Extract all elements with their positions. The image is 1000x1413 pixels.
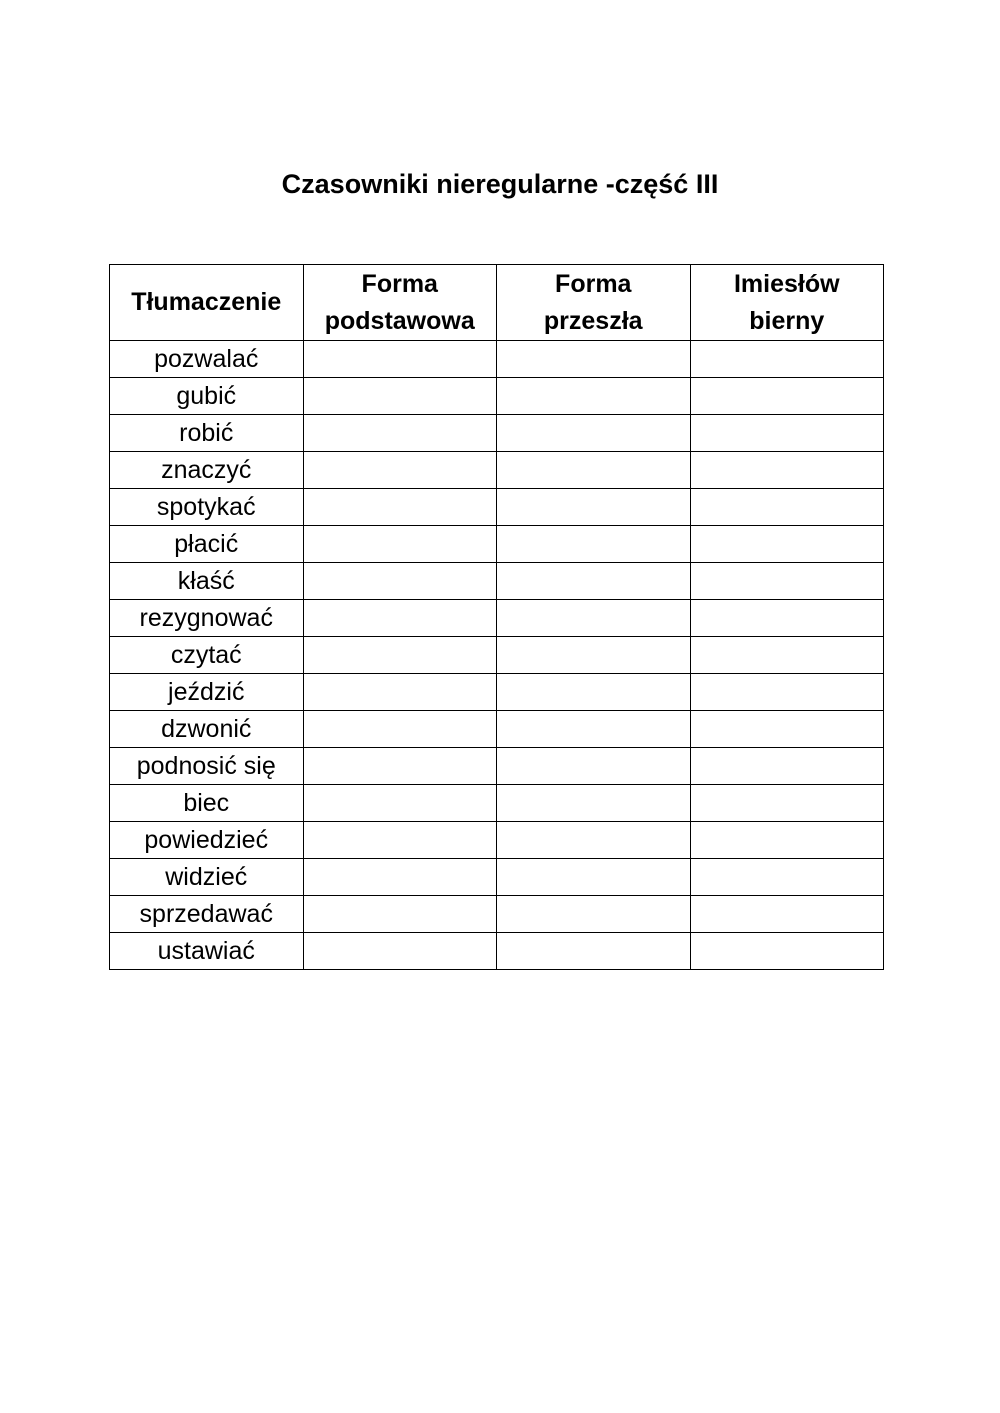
table-row bbox=[110, 415, 884, 452]
header-participle bbox=[690, 265, 884, 341]
header-translation-line1: Tłumaczenie bbox=[131, 288, 282, 316]
translation-cell: jeździć bbox=[110, 674, 304, 711]
participle-cell[interactable] bbox=[690, 489, 884, 526]
participle-cell[interactable] bbox=[690, 748, 884, 785]
table-body bbox=[110, 341, 884, 970]
table-row bbox=[110, 526, 884, 563]
translation-cell: biec bbox=[110, 785, 304, 822]
header-past-form-line1: Forma bbox=[555, 269, 632, 298]
past-form-cell[interactable] bbox=[497, 415, 691, 452]
translation-cell: robić bbox=[110, 415, 304, 452]
table-row bbox=[110, 748, 884, 785]
header-participle-line2: bierny bbox=[749, 306, 825, 335]
translation-cell: ustawiać bbox=[110, 933, 304, 970]
header-participle-line1: Imiesłów bbox=[733, 269, 840, 298]
past-form-cell[interactable] bbox=[497, 859, 691, 896]
table-row bbox=[110, 859, 884, 896]
participle-cell[interactable] bbox=[690, 378, 884, 415]
past-form-cell[interactable] bbox=[497, 674, 691, 711]
participle-cell[interactable] bbox=[690, 785, 884, 822]
participle-cell[interactable] bbox=[690, 452, 884, 489]
past-form-cell[interactable] bbox=[497, 748, 691, 785]
verb-table bbox=[109, 264, 884, 970]
table-row bbox=[110, 489, 884, 526]
base-form-cell[interactable] bbox=[303, 748, 497, 785]
base-form-cell[interactable] bbox=[303, 378, 497, 415]
translation-cell: pozwalać bbox=[110, 341, 304, 378]
page-title: Czasowniki nieregularne -część III bbox=[281, 169, 719, 199]
base-form-cell[interactable] bbox=[303, 526, 497, 563]
translation-cell: płacić bbox=[110, 526, 304, 563]
translation-cell: podnosić się bbox=[110, 748, 304, 785]
translation-cell: sprzedawać bbox=[110, 896, 304, 933]
past-form-cell[interactable] bbox=[497, 896, 691, 933]
header-base-form bbox=[303, 265, 497, 341]
table-row bbox=[110, 674, 884, 711]
base-form-cell[interactable] bbox=[303, 452, 497, 489]
table-row bbox=[110, 711, 884, 748]
past-form-cell[interactable] bbox=[497, 452, 691, 489]
table-row bbox=[110, 563, 884, 600]
table-row bbox=[110, 452, 884, 489]
base-form-cell[interactable] bbox=[303, 600, 497, 637]
participle-cell[interactable] bbox=[690, 415, 884, 452]
base-form-cell[interactable] bbox=[303, 933, 497, 970]
table-row bbox=[110, 378, 884, 415]
header-base-form-line1: Forma bbox=[361, 269, 438, 298]
base-form-cell[interactable] bbox=[303, 711, 497, 748]
translation-cell: dzwonić bbox=[110, 711, 304, 748]
table-row bbox=[110, 637, 884, 674]
past-form-cell[interactable] bbox=[497, 785, 691, 822]
participle-cell[interactable] bbox=[690, 341, 884, 378]
base-form-cell[interactable] bbox=[303, 637, 497, 674]
past-form-cell[interactable] bbox=[497, 600, 691, 637]
participle-cell[interactable] bbox=[690, 896, 884, 933]
past-form-cell[interactable] bbox=[497, 637, 691, 674]
translation-cell: powiedzieć bbox=[110, 822, 304, 859]
past-form-cell[interactable] bbox=[497, 526, 691, 563]
base-form-cell[interactable] bbox=[303, 822, 497, 859]
base-form-cell[interactable] bbox=[303, 896, 497, 933]
participle-cell[interactable] bbox=[690, 933, 884, 970]
translation-cell: znaczyć bbox=[110, 452, 304, 489]
participle-cell[interactable] bbox=[690, 600, 884, 637]
participle-cell[interactable] bbox=[690, 526, 884, 563]
participle-cell[interactable] bbox=[690, 637, 884, 674]
table-row bbox=[110, 785, 884, 822]
translation-cell: widzieć bbox=[110, 859, 304, 896]
participle-cell[interactable] bbox=[690, 563, 884, 600]
past-form-cell[interactable] bbox=[497, 489, 691, 526]
translation-cell: rezygnować bbox=[110, 600, 304, 637]
base-form-cell[interactable] bbox=[303, 563, 497, 600]
past-form-cell[interactable] bbox=[497, 563, 691, 600]
table-row bbox=[110, 822, 884, 859]
participle-cell[interactable] bbox=[690, 674, 884, 711]
table-header-row bbox=[110, 265, 884, 341]
base-form-cell[interactable] bbox=[303, 674, 497, 711]
table-row bbox=[110, 933, 884, 970]
table-row bbox=[110, 600, 884, 637]
header-past-form bbox=[497, 265, 691, 341]
translation-cell: spotykać bbox=[110, 489, 304, 526]
past-form-cell[interactable] bbox=[497, 378, 691, 415]
base-form-cell[interactable] bbox=[303, 341, 497, 378]
participle-cell[interactable] bbox=[690, 711, 884, 748]
base-form-cell[interactable] bbox=[303, 785, 497, 822]
participle-cell[interactable] bbox=[690, 822, 884, 859]
past-form-cell[interactable] bbox=[497, 711, 691, 748]
translation-cell: czytać bbox=[110, 637, 304, 674]
base-form-cell[interactable] bbox=[303, 489, 497, 526]
header-translation bbox=[110, 265, 304, 341]
base-form-cell[interactable] bbox=[303, 859, 497, 896]
past-form-cell[interactable] bbox=[497, 341, 691, 378]
table-row bbox=[110, 896, 884, 933]
translation-cell: kłaść bbox=[110, 563, 304, 600]
participle-cell[interactable] bbox=[690, 859, 884, 896]
translation-cell: gubić bbox=[110, 378, 304, 415]
header-past-form-line2: przeszła bbox=[543, 306, 643, 335]
past-form-cell[interactable] bbox=[497, 822, 691, 859]
past-form-cell[interactable] bbox=[497, 933, 691, 970]
base-form-cell[interactable] bbox=[303, 415, 497, 452]
header-base-form-line2: podstawowa bbox=[324, 306, 475, 335]
table-row bbox=[110, 341, 884, 378]
